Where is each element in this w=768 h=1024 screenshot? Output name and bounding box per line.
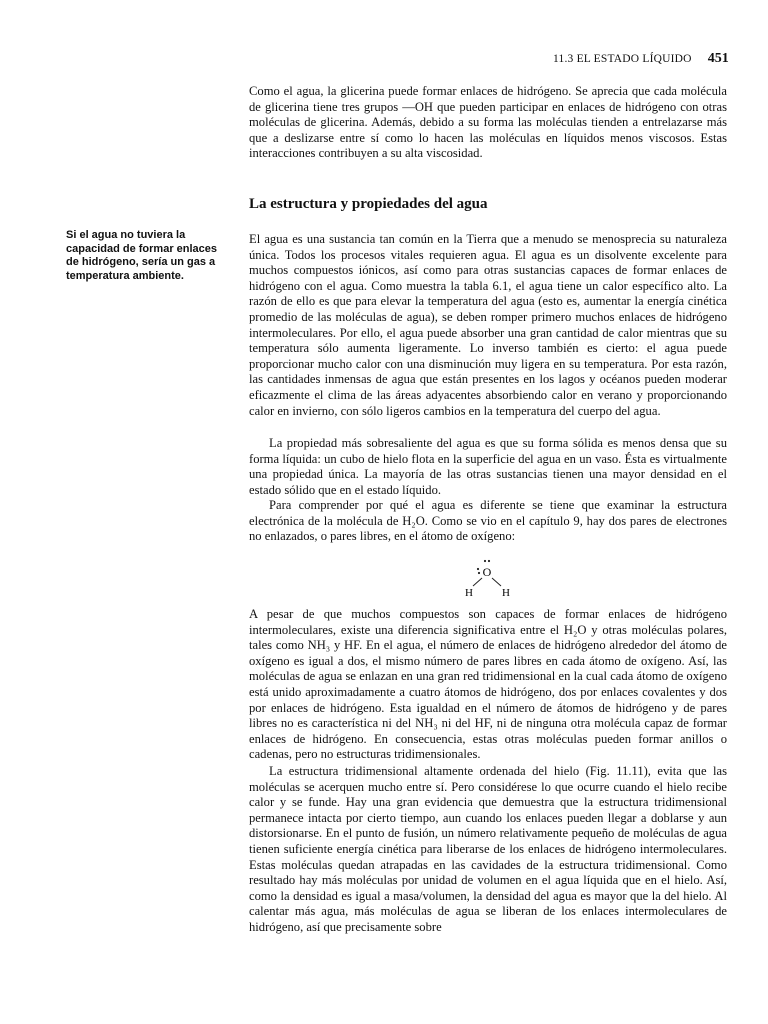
bond-line xyxy=(473,578,482,586)
lone-pair-dot xyxy=(478,572,480,574)
lone-pair-dot xyxy=(484,560,486,562)
running-header xyxy=(553,51,733,71)
lone-pair-dot xyxy=(488,560,490,562)
paragraph-agua-comun: El agua es una sustancia tan común en la Tierra que a menudo se menosprecia su naturaleza única. Todos los procesos vitales requieren agua. El agua es un disolvente excelente para muchos compuestos iónicos, así como para otras sustancias capaces de formar enlaces de hidrógeno con el agua. Como muestra la tabla 6.1, el agua tiene un calor específico alto. La razón de ello es que para elevar la temperatura del agua (esto es, aumentar la energía cinética promedio de las moléculas de agua), se deben romper primero muchos enlaces de hidrógeno intermoleculares. Por ello, el agua puede absorber una gran cantidad de calor mientras que su temperatura sólo aumenta ligeramente. Lo inverso también es cierto: el agua puede proporcionar mucho calor con una disminución muy ligera en su temperatura. Por esta razón, las cantidades inmensas de agua que están presentes en los lagos y océanos pueden moderar eficazmente el clima de las áreas adyacentes absorbiendo calor en verano y proporcionando calor en invierno, con sólo ligeros cambios en la temperatura del cuerpo del agua. xyxy=(249,232,727,418)
page-number: 451 xyxy=(707,51,729,66)
water-lewis-structure xyxy=(445,556,525,600)
paragraph-estructura-electronica: Para comprender por qué el agua es diferente se tiene que examinar la estructura electrónica de la molécula de H₂O. Como se vio en el capítulo 9, hay dos pares de electrones no enlazados, o pares libres, en el átomo de oxígeno: xyxy=(249,498,727,544)
lone-pair-dot xyxy=(477,568,479,570)
paragraph-enlaces-intermoleculares: A pesar de que muchos compuestos son capaces de formar enlaces de hidrógeno intermoleculares, existe una diferencia significativa entre el H₂O y otras moléculas polares, tales como NH₃ y HF. En el agua, el número de enlaces de hidrógeno alrededor del átomo de oxígeno es igual a dos, el mismo número de pares libres en cada átomo de oxígeno. Así, las moléculas de agua se enlazan en una gran red tridimensional en la cual cada átomo de oxígeno está unido aproximadamente a cuatro átomos de hidrógeno, dos por enlaces covalentes y dos por enlaces de hidrógeno. Esta igualdad en el número de átomos de hidrógeno y de pares libres no es característica ni del NH₃ ni del HF, ni de ninguna otra molécula capaz de formar enlaces de hidrógeno. En consecuencia, estas otras moléculas pueden formar anillos o cadenas, pero no estructuras tridimensionales. xyxy=(249,607,727,762)
hydrogen-atom-label: H xyxy=(465,587,473,599)
paragraph-estructura-hielo: La estructura tridimensional altamente ordenada del hielo (Fig. 11.11), evita que las moléculas se acerquen mucho entre sí. Pero considérese lo que ocurre cuando el hielo recibe calor y se funde. Hay una gran evidencia que demuestra que la estructura tridimensional permanece intacta por cierto tiempo, aun cuando los enlaces pueden llegar a doblarse y aun distorsionarse. En el punto de fusión, un número relativamente pequeño de moléculas de agua tienen suficiente energía cinética para liberarse de los enlaces de hidrógeno intermoleculares. Estas moléculas quedan atrapadas en las cavidades de la estructura tridimensional. Como resultado hay más moléculas por unidad de volumen en el agua líquida que en el hielo. Así, como la densidad es igual a masa/volumen, la densidad del agua es mayor que la del hielo. Al calentar más agua, más moléculas de agua se liberan de los enlaces intermoleculares de hidrógeno, así que precisamente sobre xyxy=(249,764,727,934)
margin-note: Si el agua no tuviera la capacidad de formar enlaces de hidrógeno, sería un gas a temperatura ambiente. xyxy=(66,229,218,282)
section-heading: La estructura y propiedades del agua xyxy=(249,196,488,212)
bond-line xyxy=(492,578,501,586)
oxygen-atom-label: O xyxy=(482,565,492,579)
paragraph-propiedad-hielo: La propiedad más sobresaliente del agua es que su forma sólida es menos densa que su forma líquida: un cubo de hielo flota en la superficie del agua en un vaso. Ésta es virtualmente una propiedad única. La mayoría de las otras sustancias tienen una mayor densidad en el estado sólido que en el estado líquido. xyxy=(249,436,727,497)
paragraph-glicerina: Como el agua, la glicerina puede formar enlaces de hidrógeno. Se aprecia que cada molécula de glicerina tiene tres grupos —OH que pueden participar en enlaces de hidrógeno con otras moléculas de glicerina. Además, debido a su forma las moléculas tienden a entrelazarse más que a deslizarse entre sí como lo hacen las moléculas en líquidos menos viscosos. Estas interacciones contribuyen a su alta viscosidad. xyxy=(249,84,727,161)
running-header-section: 11.3 EL ESTADO LÍQUIDO xyxy=(553,53,692,65)
hydrogen-atom-label: H xyxy=(502,587,510,599)
